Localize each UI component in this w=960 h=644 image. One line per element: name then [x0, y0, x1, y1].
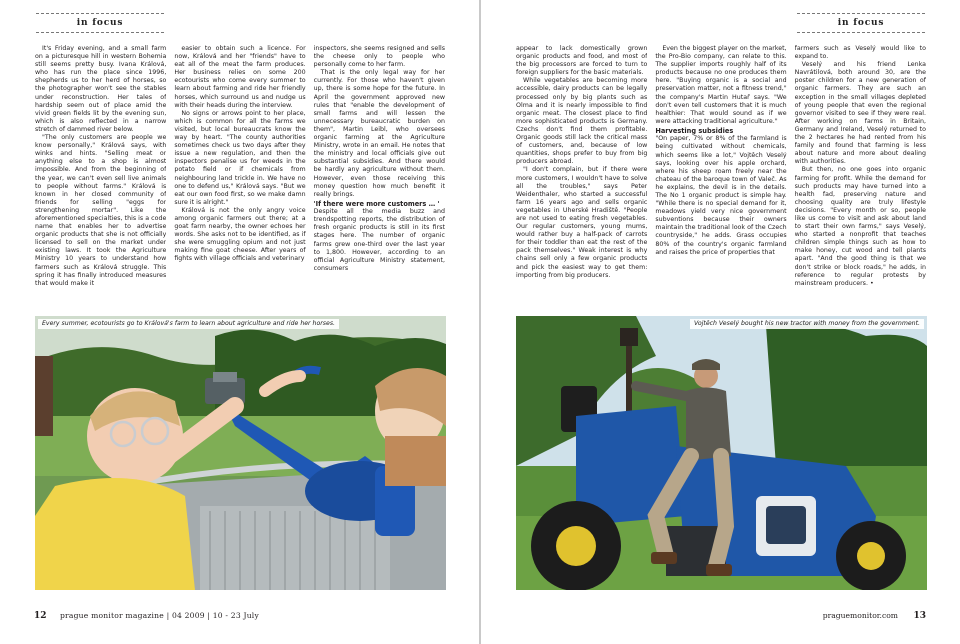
- right-article-columns: [516, 45, 926, 310]
- magazine-footer: prague monitor magazine | 04 2009 | 10 - 23 July: [60, 611, 259, 620]
- paragraph: easier to obtain such a licence. For now, Králová and her "friends" have to eat all of the meat the farm produces. Her business relies on some 200 ecotourists who come every summer to learn about farming and ride her friendly horses, which surround us and nudge us with their heads during the interview.: [174, 45, 306, 109]
- paragraph: That is the only legal way for her currently. For those who haven't given up, there is some hope for the future. In April the government approved new rules that "enable the development of small farms and will lessen the unnecessary bureaucratic burden on them", Martin Leibl, who oversees organic farming at the Agriculture Ministry, wrote in an email. He notes that the ministry and local officials give out substantial subsidies. And there would be hardly any agriculture without them. However, even those receiving this money question how much benefit it really brings.: [313, 69, 445, 198]
- page-number-value: 12: [34, 611, 47, 621]
- left-column-3: [314, 45, 445, 310]
- photo-illustration-right: [516, 316, 927, 590]
- photo-caption-left: Every summer, ecotourists go to Králová's farm to learn about agriculture and ride her horses.: [38, 319, 339, 329]
- subheading: 'If there were more customers … ': [313, 199, 440, 208]
- photo-caption-right: Vojtěch Veselý bought his new tractor with money from the government.: [690, 319, 924, 329]
- paragraph: But then, no one goes into organic farming for profit. While the demand for such products may have turned into a health fad, preserving nature and choosing quality are truly lifestyle decisions. "Every month or so, people like us come to visit and ask about land to start their own farms," says Veselý, who started a nonprofit that teaches children simple things such as how to make honey, cut wood and tell plants apart. "And the good thing is that we don't strike or block roads," he adds, in reference to regular protests by mainstream producers. •: [794, 166, 926, 287]
- website-footer: praguemonitor.com: [822, 611, 898, 620]
- photo-illustration-left: [35, 316, 446, 590]
- paragraph: Králová is not the only angry voice among organic farmers out there; at a goat farm nearby, the owner echoes her words. She asks not to be identified, as if she were smuggling opium and not just making fine goat cheese. After years of fights with village officials and veterinary: [174, 206, 306, 263]
- subheading: Harvesting subsidies: [655, 126, 734, 135]
- left-article-columns: [35, 45, 445, 310]
- paragraph: inspectors, she seems resigned and sells the cheese only to people who personally come to her farm.: [313, 45, 445, 69]
- page-number-right: [913, 611, 926, 621]
- page-number-left: [34, 611, 47, 621]
- paragraph: No signs or arrows point to her place, which is common for all the farms we visited, but local bureaucrats know the way by heart. "The county authorities sometimes check us two days after they issue a new regulation, and then the inspectors penalise us for weeds in the potato field or if chemicals from neighbouring land trickle in. We have no one to defend us," Králová says. "But we eat our own food first, so we make damn sure it is alright.": [174, 109, 306, 206]
- left-column-2: [174, 45, 305, 310]
- photo-children-water-pump: [35, 316, 446, 590]
- right-column-1: [516, 45, 647, 310]
- paragraph: Even the biggest player on the market, the Pro-Bio company, can relate to this. The supplier imports roughly half of its products because no one produces them here. "Buying organic is a social and preservation matter, not a fitness trend," the company's Martin Hutař says. "We don't even tell customers that it is much healthier: That would sound as if we were attacking traditional agriculture.": [655, 45, 787, 125]
- paragraph: While vegetables are becoming more accessible, dairy products can be legally processed only by big plants such as Olma and it is nearly impossible to find organic meat. The closest place to find more sophisticated products is Germany. Czechs don't find them profitable. Organic goods still lack the critical mass of customers, and, because of low quantities, shops prefer to buy from big producers abroad.: [516, 77, 648, 166]
- paragraph: appear to lack domestically grown organic products and food, and most of the big processors are forced to turn to foreign suppliers for the basic materials.: [516, 45, 648, 77]
- left-column-1: [35, 45, 166, 310]
- section-header-left: in focus: [36, 13, 164, 33]
- right-page: [481, 0, 960, 644]
- section-header-right: in focus: [797, 13, 925, 33]
- paragraph: Veselý and his friend Lenka Navrátilová, both around 30, are the poster children for a new generation of organic farmers. They are such an exception in the small villages depleted of young people that even the regional governor visited to see if they were real. After working on farms in Britain, Germany and Ireland, Veselý returned to the 2 hectares he had rented from his family and found that farming is less about nature and more about dealing with authorities.: [794, 61, 926, 166]
- paragraph: "On paper, 7% or 8% of the farmland is being cultivated without chemicals, which seems like a lot," Vojtěch Veselý says, looking over his apple orchard, where his sheep roam freely near the chateau of the baroque town of Valeč. As he explains, the devil is in the details. The No 1 organic product is simple hay. "While there is no special demand for it, meadows yield very nice government subventions because their owners maintain the traditional look of the Czech countryside," he adds. Grass occupies 80% of the country's organic farmland and raises the price of properties that: [655, 135, 787, 256]
- right-column-3: [795, 45, 926, 310]
- page-number-value: 13: [913, 611, 926, 621]
- paragraph: farmers such as Veselý would like to expand to.: [794, 45, 926, 61]
- right-column-2: [655, 45, 786, 310]
- paragraph: Despite all the media buzz and trendspotting reports, the distribution of fresh organic products is still in its first stages here. The number of organic farms grew one-third over the last year to 1,800. However, according to an official Agriculture Ministry statement, consumers: [313, 208, 445, 272]
- paragraph: "The only customers are people we know personally," Králová says, with winks and hints. "Selling meat or anything else to a shop is almost impossible. And from the beginning of the year, we can't even sell live animals to people without farms." Králová is known in her closed community of friends for selling "eggs for strengthening mortar". Like the aforementioned specialties, this is a code name that enables her to advertise organic products that she is not officially licensed to sell on the market under existing laws. It took the Agriculture Ministry 10 years to understand how farmers such as Králová struggle. This spring it has finally introduced measures that would make it: [35, 134, 167, 287]
- left-page: [0, 0, 479, 644]
- paragraph: It's Friday evening, and a small farm on a picturesque hill in western Bohemia still seems pretty busy. Ivana Králová, who has run the place since 1996, shepherds us to her herd of horses, so the photographer won't see the stables under reconstruction. Her tales of hardship seem out of place amid the vivid green fields lit by the evening sun, which is also reflected in a narrow stretch of dammed river below.: [35, 45, 167, 133]
- photo-farmer-tractor: [516, 316, 927, 590]
- paragraph: "I don't complain, but if there were more customers, I wouldn't have to solve all the troubles," says Peter Weidenthaler, who started a successful farm 16 years ago and sells organic vegetables in Uherské Hradiště. "People are not used to eating fresh vegetables. Our regular customers, young mums, would rather buy a half-pack of carrots for their toddler than eat the rest of the pack themselves." Weak interest is why chains sell only a few organic products and pick the easiest way to get them: importing from big producers.: [516, 166, 648, 279]
